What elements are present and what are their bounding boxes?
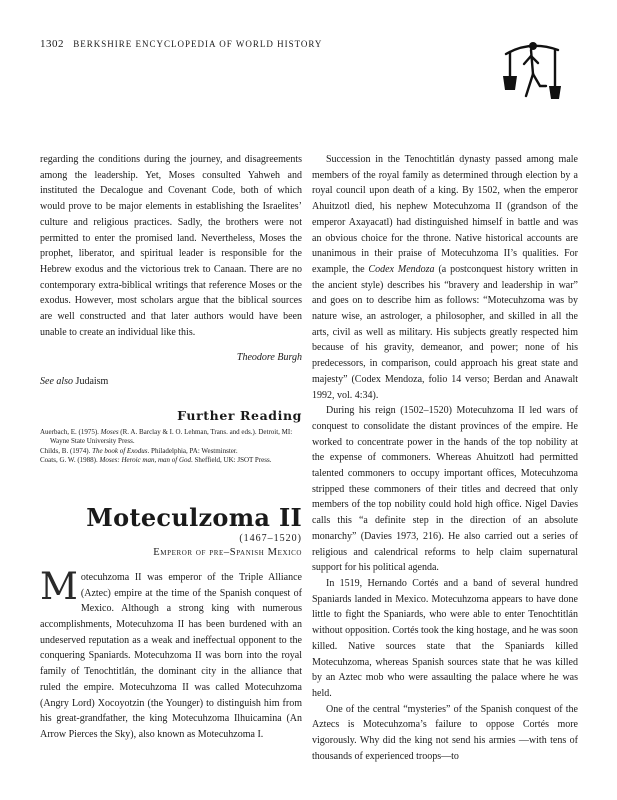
reign-paragraph: During his reign (1502–1520) Motecuhzoma II led wars of conquest to consolidate the distant provinces of the empire. He worked to concentrate power in the hands of the top nobility at the expense of commoners. Whereas Ahuitzotl had permitted talented commoners to occupy important offices, Motecuhzoma stripped these commoners of their titles and decreed that only members of the top nobility could hold high office. Nigel Davies calls this “a definite step in the direction of an absolute monarchy” (Davies 1973, 216). He also carried out a series of religious and calendrical reforms to help claim supernatural support for his political agenda. bbox=[312, 405, 578, 574]
succession-paragraph: Succession in the Tenochtitlán dynasty passed among male members of the royal family as determined through election by a royal council upon death of a king. By 1502, when the emperor Ahuitzotl died, his nephew Motecuhzoma II (grandson of the emperor Axayacatl) had distinguished himself in battle and was an obvious choice for the throne. Native historical accounts are unanimous in their praise of Motecuhzoma II’s qualities. For example, the Codex Mendoza (a postconquest history written in the ancient style) describes his “bravery and leadership in war” and goes on to describe him as follows: “Motecuhzoma was by nature wise, an astrologer, a philosopher, and skilled in all the arts, civil as well as military. His subjects greatly respected him because of his gravity, demeanor, and power; none of his predecessors, in comparison, could approach his great state and majesty” (Codex Mendoza, folio 14 verso; Berdan and Anawalt 1992, vol. 4:34). bbox=[312, 154, 578, 401]
further-reading-heading: Further Reading bbox=[177, 407, 302, 423]
page-number: 1302 bbox=[40, 38, 64, 50]
entry-intro-paragraph: Motecuhzoma II was emperor of the Triple Alliance (Aztec) empire at the time of the Spanish conquest of Mexico. Although a strong king with numerous accomplishments, Motecuhzoma II has been burdened with an undeserved reputation as a weak and ineffectual opponent to the conquering Spaniards. Motecuhzoma II was born into the royal family of Tenochtitlán, the dominant city in the alliance that ruled the empire. Motecuhzoma II was called Motecuhzoma (Angry Lord) Xocoyotzin (the Younger) to distinguish him from his great-grandfather, the king Motecuhzoma Ilhuicamina (An Arrow Pierces the Sky), also known as Motecuhzoma I. bbox=[40, 564, 302, 740]
drop-cap: M bbox=[40, 564, 78, 608]
running-header bbox=[40, 38, 322, 50]
right-column bbox=[312, 152, 578, 764]
reference-item: Coats, G. W. (1988). Moses: Heroic man, man of God. Sheffield, UK: JSOT Press. bbox=[40, 456, 272, 465]
reference-item: Childs, B. (1974). The book of Exodus. Philadelphia, PA: Westminster. bbox=[40, 446, 238, 455]
see-also-line bbox=[40, 374, 302, 390]
reference-item: Auerbach, E. (1975). Moses (R. A. Barclay & I. O. Lehman, Trans. and eds.). Detroit, MI: Wayne State University Press. bbox=[40, 427, 293, 446]
see-also-label: See also bbox=[40, 376, 74, 388]
author-credit: Theodore Burgh bbox=[236, 352, 302, 364]
mysteries-paragraph: One of the central “mysteries” of the Spanish conquest of the Aztecs is Motecuhzoma’s failure to oppose Cortés more vigorously. Why did the king not send his armies —with tens of thousands of experienced troops—to bbox=[312, 703, 578, 762]
moses-closing-paragraph: regarding the conditions during the journey, and disagreements among the leadership. Yet, Moses consulted Yahweh and instituted the Decalogue and Covenant Code, both of which would prove to be major elements in establishing the Israelites’ culture and religious practices. Sadly, the brothers were not permitted to enter the promised land. Nevertheless, Moses the prophet, liberator, and spiritual leader is responsible for the Hebrew exodus and the victorious trek to Canaan. There are no contemporary extra-biblical writings that reference Moses or the exodus. However, most scholars argue that the biblical sources are well constructed and that later authors would have been unable to create an individual like this. bbox=[40, 154, 302, 338]
entry-subtitle: Emperor of pre–Spanish Mexico bbox=[153, 546, 302, 558]
left-column bbox=[40, 152, 302, 743]
entry-dates: (1467–1520) bbox=[239, 532, 302, 544]
entry-title: Moteculzoma II bbox=[86, 502, 302, 532]
water-carrier-logo-icon bbox=[500, 34, 562, 106]
see-also-link[interactable]: Judaism bbox=[75, 376, 109, 388]
cortes-paragraph: In 1519, Hernando Cortés and a band of several hundred Spaniards landed in Mexico. Motecuhzoma appears to have done little to fight the Spaniards, who were able to enter Tenochtitlán without opposition. Cortés took the king hostage, and he was soon killed. Native sources state that the Spaniards killed Motecuhzoma, whereas Spanish sources state that he was killed by an Aztec mob who were assaulting the palace where he was held. bbox=[312, 577, 578, 699]
running-title: BERKSHIRE ENCYCLOPEDIA OF WORLD HISTORY bbox=[73, 39, 323, 49]
reference-list bbox=[40, 428, 302, 466]
